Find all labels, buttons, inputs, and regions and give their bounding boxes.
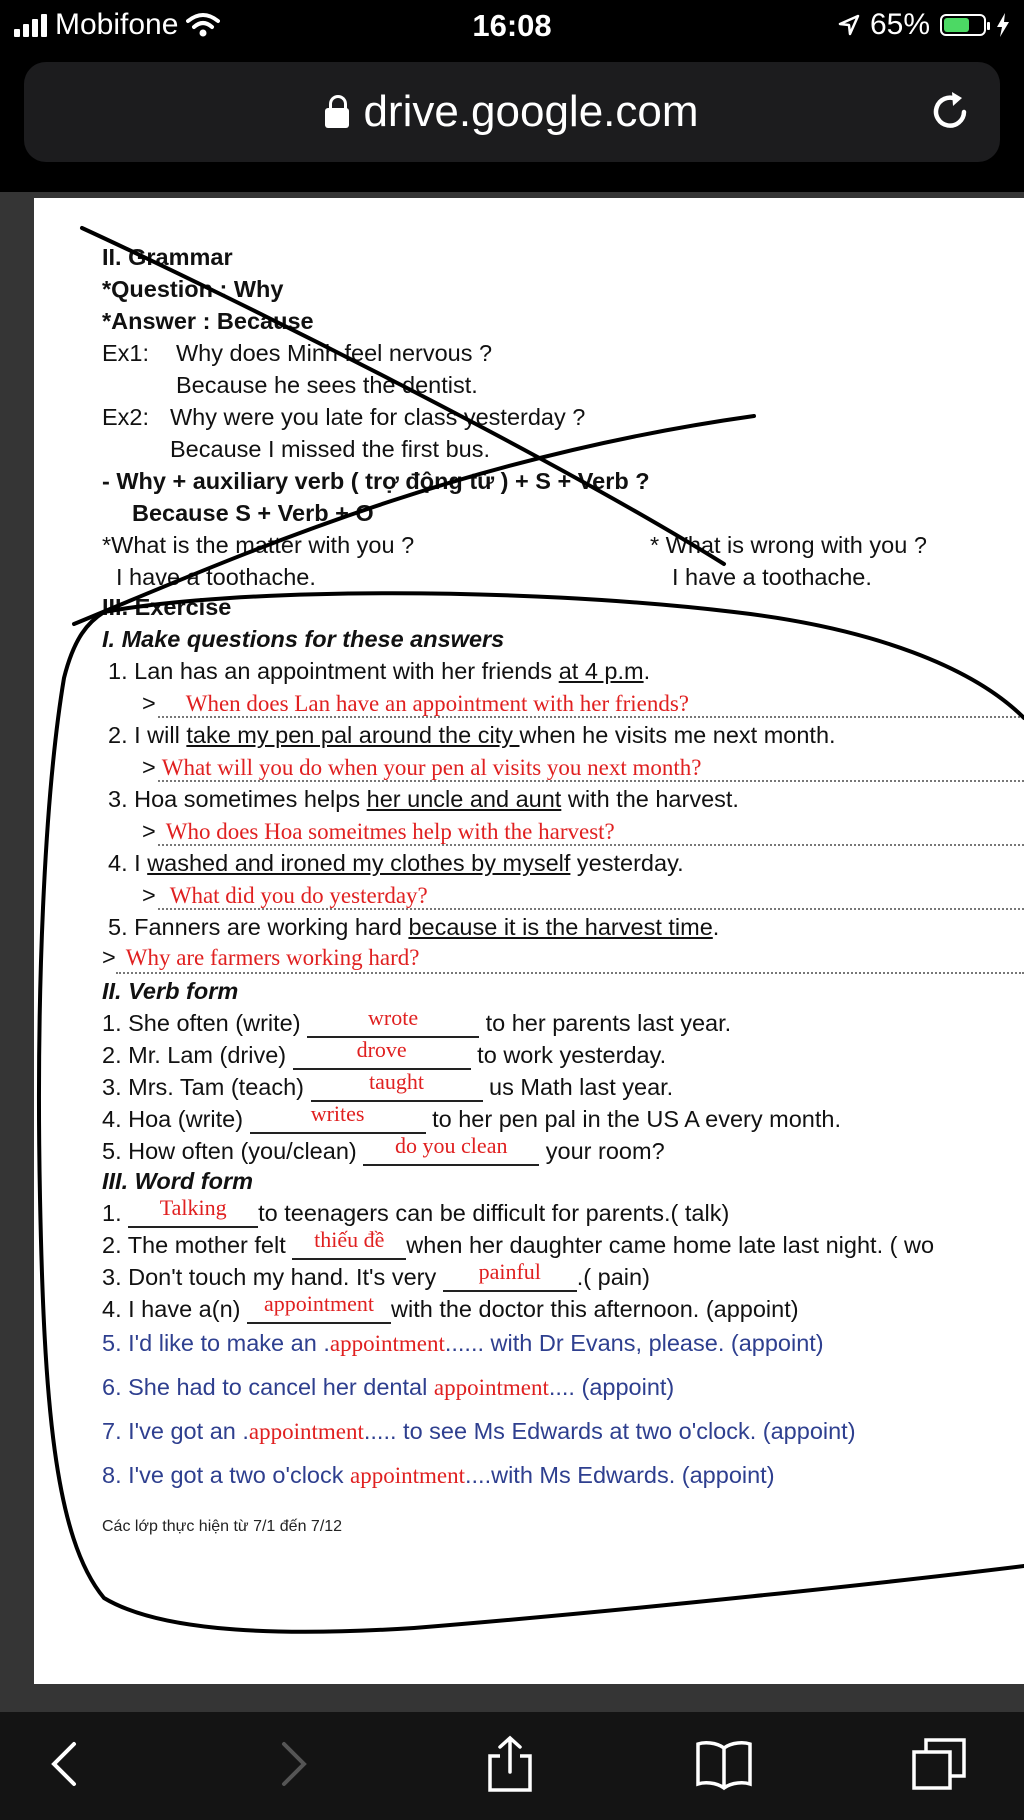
word-item-7: 7. I've got an .appointment..... to see Ms Edwards at two o'clock. (appoint) bbox=[102, 1418, 856, 1444]
grammar-heading: II. Grammar bbox=[102, 244, 233, 270]
word-item-5: 5. I'd like to make an .appointment...... with Dr Evans, please. (appoint) bbox=[102, 1330, 824, 1356]
question-1: 1. Lan has an appointment with her friends at 4 p.m. bbox=[108, 658, 651, 684]
status-right bbox=[838, 8, 1010, 42]
lock-icon bbox=[325, 108, 349, 128]
verb-item-5: 5. How often (you/clean) do you clean your room? bbox=[102, 1133, 665, 1164]
word-form-heading: III. Word form bbox=[102, 1168, 254, 1194]
answer-line-4 bbox=[158, 908, 1024, 910]
browser-toolbar bbox=[0, 1712, 1024, 1820]
answer-line-5 bbox=[116, 972, 1024, 974]
status-bar bbox=[0, 0, 1024, 52]
word-item-1: 1. Talking to teenagers can be difficult for parents.( talk) bbox=[102, 1195, 730, 1226]
question-label: *Question : Why bbox=[102, 276, 284, 302]
exercise-heading: III. Exercise bbox=[102, 594, 232, 620]
verb-item-4: 4. Hoa (write) writes to her pen pal in the US A every month. bbox=[102, 1101, 841, 1132]
answer-3: > Who does Hoa someitmes help with the harvest? bbox=[142, 818, 615, 844]
ex1-label: Ex1: bbox=[102, 340, 150, 366]
wrong-answer: I have a toothache. bbox=[672, 564, 872, 590]
answer-line-3 bbox=[158, 844, 1024, 846]
bookmarks-icon[interactable] bbox=[694, 1734, 754, 1794]
url-text: drive.google.com bbox=[363, 87, 699, 136]
tabs-icon[interactable] bbox=[910, 1734, 970, 1794]
carrier-name: Mobifone bbox=[55, 8, 179, 41]
verb-item-2: 2. Mr. Lam (drive) drove to work yesterday. bbox=[102, 1037, 667, 1068]
battery-percent: 65% bbox=[869, 8, 930, 41]
word-item-8: 8. I've got a two o'clock appointment....with Ms Edwards. (appoint) bbox=[102, 1462, 775, 1488]
wrong-question: * What is wrong with you ? bbox=[650, 532, 927, 558]
ex1-answer: Because he sees the dentist. bbox=[176, 372, 478, 398]
matter-answer: I have a toothache. bbox=[116, 564, 316, 590]
question-5: 5. Fanners are working hard because it is the harvest time. bbox=[108, 914, 720, 940]
word-item-6: 6. She had to cancel her dental appointment.... (appoint) bbox=[102, 1374, 675, 1400]
reload-icon[interactable] bbox=[926, 88, 974, 136]
answer-4: > What did you do yesterday? bbox=[142, 882, 428, 908]
ex1-question: Why does Minh feel nervous ? bbox=[176, 340, 493, 366]
forward-icon[interactable] bbox=[262, 1734, 322, 1794]
document-page[interactable] bbox=[34, 198, 1024, 1684]
battery-icon bbox=[940, 14, 986, 36]
formula-because: Because S + Verb + O bbox=[132, 500, 374, 526]
question-2: 2. I will take my pen pal around the city when he visits me next month. bbox=[108, 722, 836, 748]
footnote: Các lớp thực hiện từ 7/1 đến 7/12 bbox=[102, 1518, 343, 1535]
answer-1: > When does Lan have an appointment with her friends? bbox=[142, 690, 690, 716]
word-item-2: 2. The mother felt thiếu đề when her daughter came home late last night. ( wo bbox=[102, 1227, 935, 1258]
answer-line-2 bbox=[158, 780, 1024, 782]
address-bar[interactable] bbox=[24, 62, 1000, 162]
verb-form-heading: II. Verb form bbox=[102, 978, 239, 1004]
clock: 16:08 bbox=[472, 8, 552, 43]
matter-question: *What is the matter with you ? bbox=[102, 532, 415, 558]
word-item-3: 3. Don't touch my hand. It's very painful .( pain) bbox=[102, 1259, 650, 1290]
verb-item-3: 3. Mrs. Tam (teach) taught us Math last year. bbox=[102, 1069, 674, 1100]
ex2-question: Why were you late for class yesterday ? bbox=[170, 404, 586, 430]
word-item-4: 4. I have a(n) appointmentwith the doctor this afternoon. (appoint) bbox=[102, 1291, 799, 1322]
part1-heading: I. Make questions for these answers bbox=[102, 626, 505, 652]
document-content bbox=[34, 198, 1024, 1684]
question-3: 3. Hoa sometimes helps her uncle and aunt with the harvest. bbox=[108, 786, 739, 812]
question-4: 4. I washed and ironed my clothes by myself yesterday. bbox=[108, 850, 684, 876]
formula-line: - Why + auxiliary verb ( trợ động từ ) + S + Verb ? bbox=[102, 468, 650, 494]
answer-5: > Why are farmers working hard? bbox=[102, 944, 420, 970]
charging-bolt-icon bbox=[996, 13, 1010, 37]
ex2-label: Ex2: bbox=[102, 404, 150, 430]
answer-line-1 bbox=[158, 716, 1024, 718]
url-display[interactable] bbox=[24, 62, 1000, 162]
ex2-answer: Because I missed the first bus. bbox=[170, 436, 491, 462]
location-arrow-icon bbox=[838, 14, 860, 36]
answer-label: *Answer : Because bbox=[102, 308, 314, 334]
answer-2: > What will you do when your pen al visits you next month? bbox=[142, 754, 702, 780]
back-icon[interactable] bbox=[36, 1734, 96, 1794]
verb-item-1: 1. She often (write) wrote to her parents last year. bbox=[102, 1005, 732, 1036]
share-icon[interactable] bbox=[480, 1734, 540, 1794]
